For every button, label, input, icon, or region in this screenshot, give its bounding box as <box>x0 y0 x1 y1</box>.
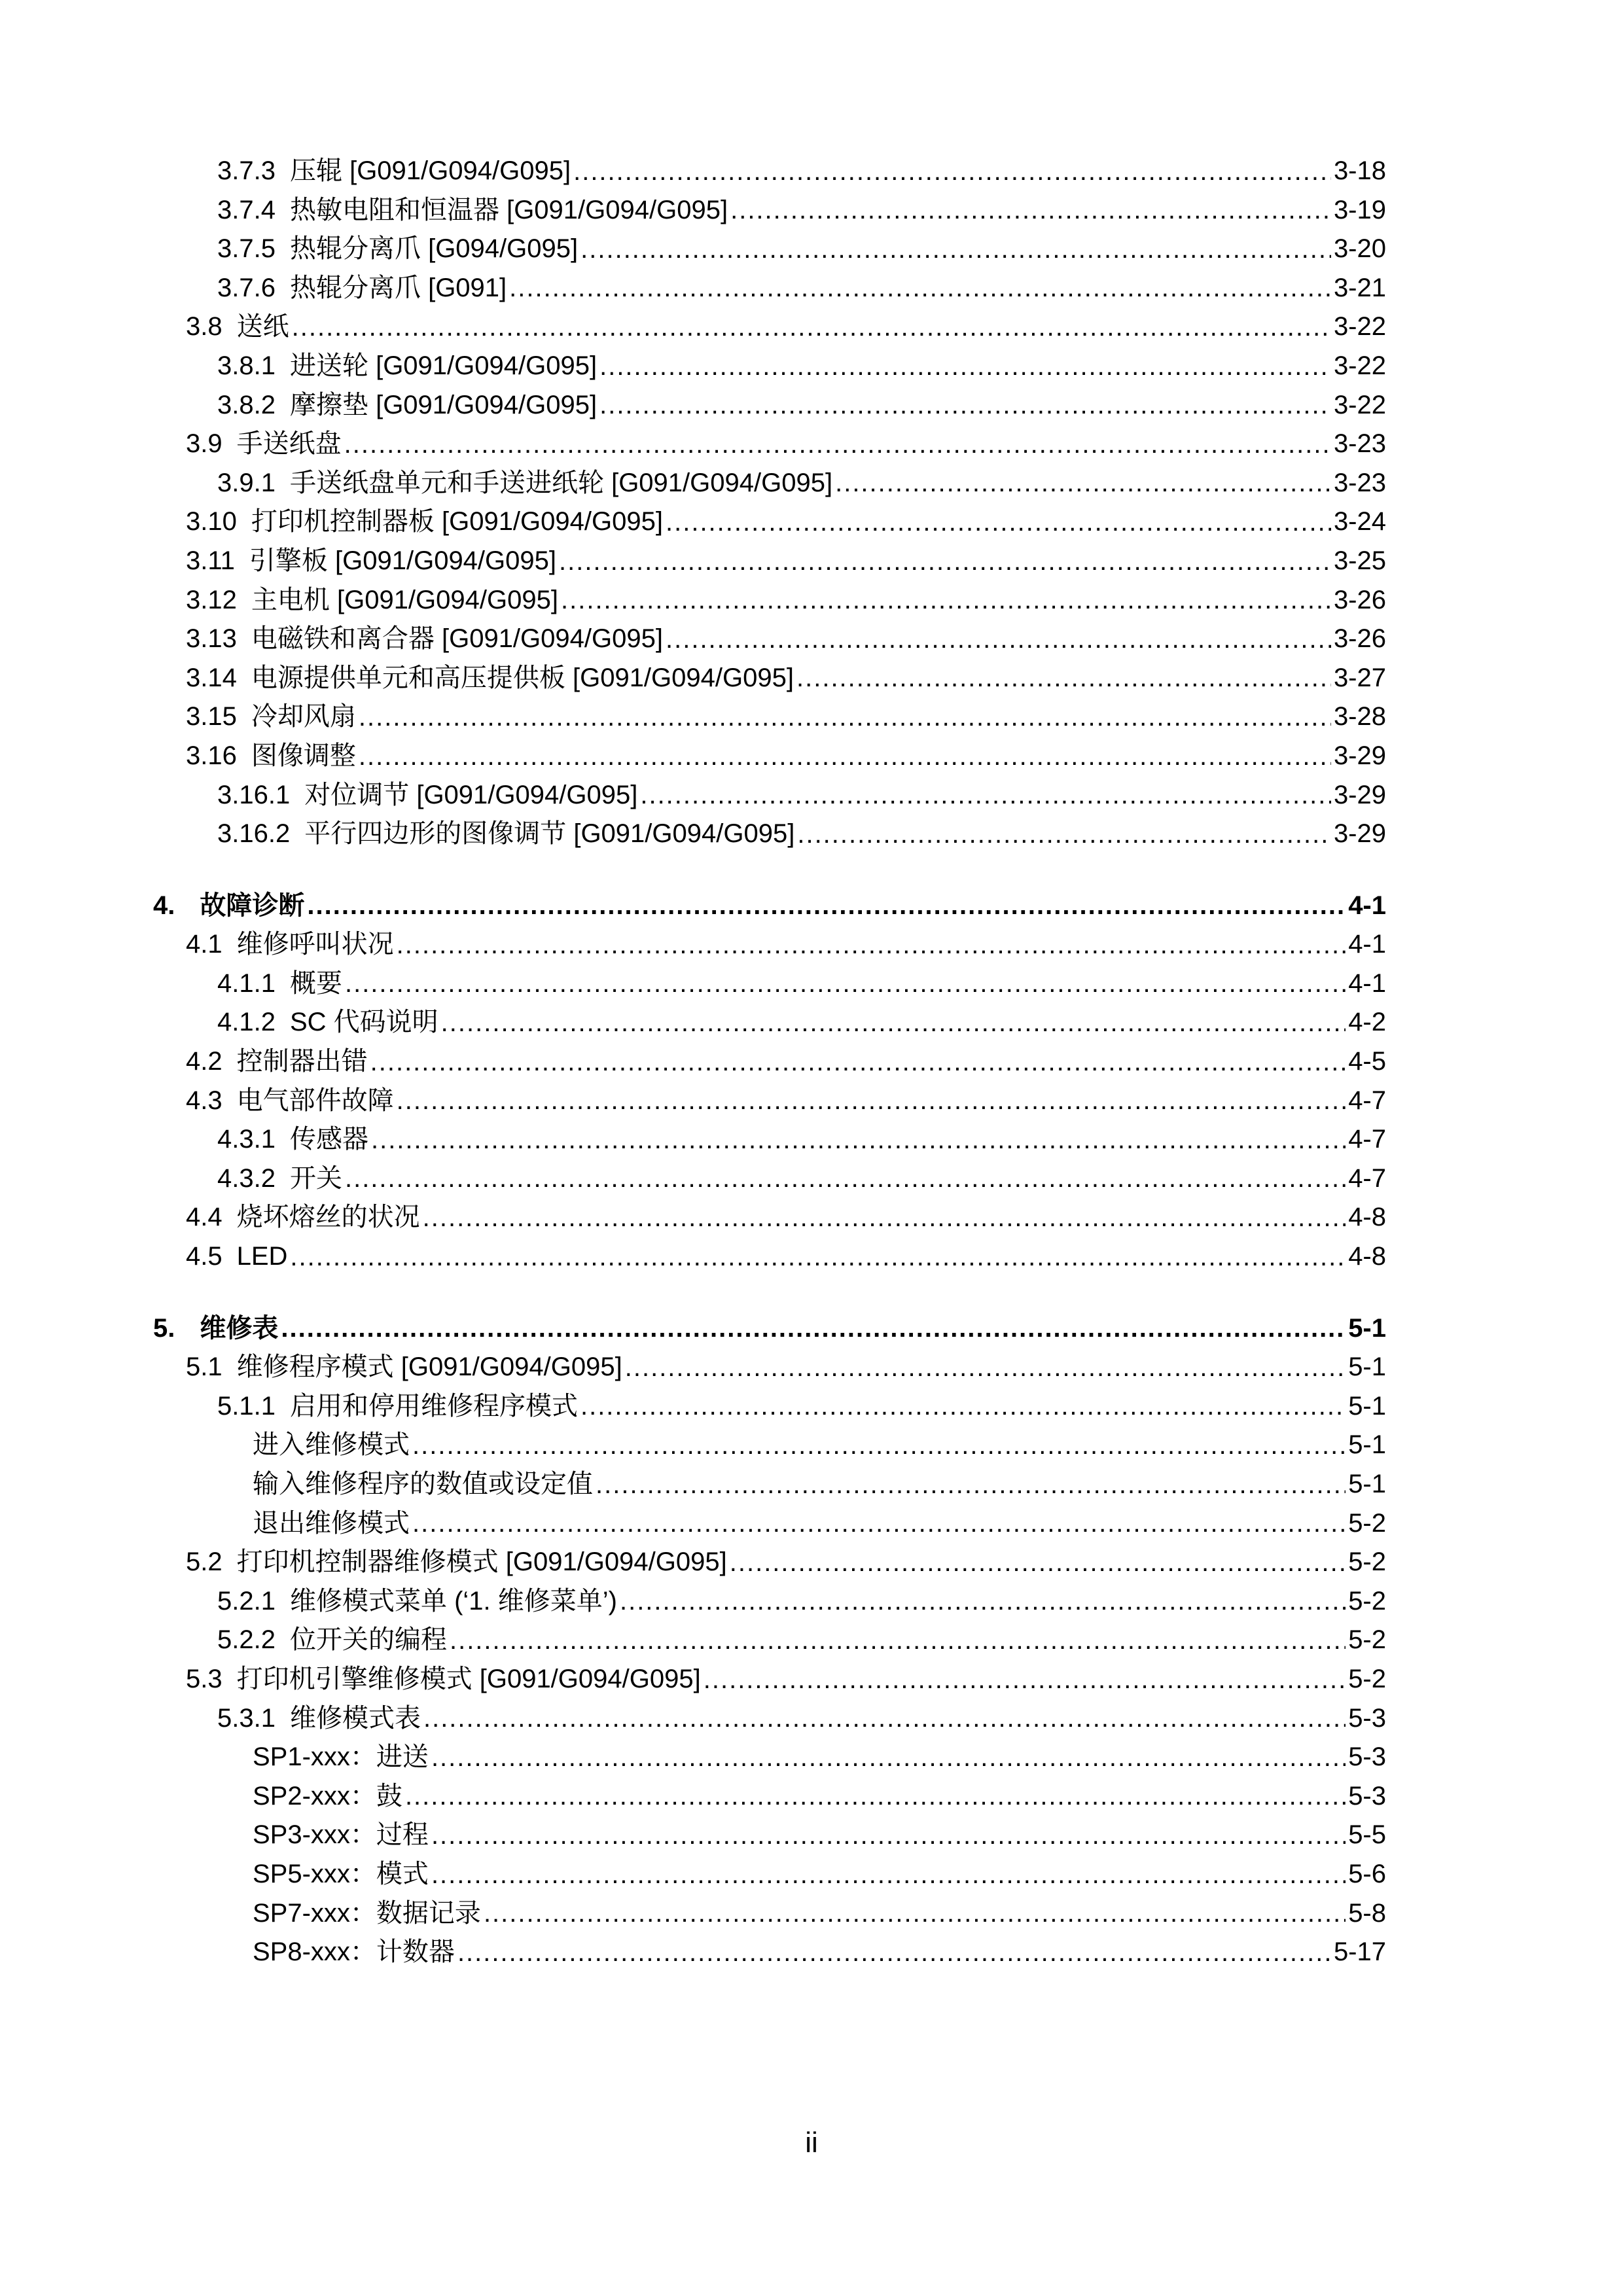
toc-entry[interactable] <box>153 1816 1386 1855</box>
toc-dot-leader <box>457 1941 1331 1972</box>
toc-entry-number: 3.7.6 <box>217 273 276 302</box>
toc-entry[interactable] <box>153 1120 1386 1159</box>
toc-entry-title: SP3-xxx：过程 <box>253 1820 429 1850</box>
toc-entry-page: 3-22 <box>1333 390 1386 419</box>
toc-entry[interactable] <box>153 1504 1386 1544</box>
toc-entry[interactable] <box>153 1198 1386 1237</box>
toc-entry-number: 3.7.4 <box>217 195 276 224</box>
toc-dot-leader <box>290 1245 1346 1277</box>
toc-entry-number: 4.4 <box>186 1203 223 1232</box>
toc-entry-number: 4.2 <box>186 1047 223 1076</box>
table-of-contents <box>153 152 1386 1972</box>
toc-entry-page: 4-8 <box>1348 1242 1386 1271</box>
toc-entry[interactable] <box>153 503 1386 542</box>
toc-dot-leader <box>599 393 1331 425</box>
toc-entry-title: 维修模式表 <box>289 1703 421 1733</box>
toc-entry[interactable] <box>153 1699 1386 1739</box>
toc-entry-page: 4-7 <box>1348 1086 1386 1115</box>
toc-entry-page: 5-2 <box>1348 1508 1386 1538</box>
toc-entry-page: 3-23 <box>1333 468 1386 497</box>
toc-dot-leader <box>431 1746 1346 1777</box>
toc-entry-page: 5-2 <box>1348 1664 1386 1693</box>
toc-entry-page: 3-22 <box>1333 312 1386 342</box>
toc-dot-leader <box>509 276 1331 308</box>
toc-entry[interactable] <box>153 698 1386 737</box>
toc-entry[interactable] <box>153 152 1386 191</box>
toc-entry-page: 4-1 <box>1348 968 1386 998</box>
toc-entry[interactable] <box>153 1621 1386 1660</box>
toc-entry[interactable] <box>153 1237 1386 1277</box>
toc-dot-leader <box>371 1128 1346 1159</box>
toc-entry-title: 退出维修模式 <box>253 1508 410 1538</box>
toc-dot-leader <box>344 433 1331 464</box>
toc-entry-title: 对位调节 [G091/G094/G095] <box>304 780 638 809</box>
toc-entry-page: 5-3 <box>1348 1781 1386 1810</box>
toc-dot-leader <box>405 1784 1346 1816</box>
toc-entry-title: 电磁铁和离合器 [G091/G094/G095] <box>251 624 663 654</box>
toc-entry-title: 打印机引擎维修模式 [G091/G094/G095] <box>236 1664 701 1693</box>
toc-entry[interactable] <box>153 386 1386 425</box>
toc-dot-leader <box>359 705 1331 737</box>
toc-dot-leader <box>441 1011 1346 1042</box>
toc-dot-leader <box>345 972 1346 1003</box>
toc-entry-number: 3.10 <box>186 507 237 537</box>
toc-entry[interactable] <box>153 1042 1386 1082</box>
toc-entry-number: 4. <box>153 891 175 920</box>
toc-dot-leader <box>370 1050 1346 1082</box>
toc-entry-page: 3-26 <box>1333 624 1386 654</box>
toc-entry-title: 维修程序模式 [G091/G094/G095] <box>236 1352 622 1382</box>
toc-chapter-entry[interactable] <box>153 1309 1386 1349</box>
toc-entry-page: 5-8 <box>1348 1898 1386 1928</box>
toc-entry-number: 3.9.1 <box>217 468 276 497</box>
toc-dot-leader <box>431 1824 1346 1855</box>
toc-entry-number: 4.1.2 <box>217 1008 276 1037</box>
toc-dot-leader <box>397 933 1346 964</box>
toc-dot-leader <box>412 1434 1346 1465</box>
toc-entry[interactable] <box>153 230 1386 269</box>
toc-entry-number: 3.8.1 <box>217 351 276 380</box>
toc-entry-title: 维修模式菜单 (‘1. 维修菜单’) <box>289 1586 617 1616</box>
toc-entry[interactable] <box>153 1582 1386 1621</box>
toc-entry-title: 热辊分离爪 [G094/G095] <box>289 234 579 264</box>
toc-entry[interactable] <box>153 815 1386 854</box>
toc-entry-title: 打印机控制器维修模式 [G091/G094/G095] <box>236 1547 727 1577</box>
toc-entry-number: 4.3.2 <box>217 1163 276 1193</box>
toc-entry-title: 维修表 <box>200 1313 279 1343</box>
toc-entry[interactable] <box>153 1348 1386 1387</box>
toc-entry-page: 3-20 <box>1333 234 1386 264</box>
toc-entry-page: 3-19 <box>1333 195 1386 224</box>
toc-entry-page: 5-2 <box>1348 1586 1386 1616</box>
toc-entry-title: 电源提供单元和高压提供板 [G091/G094/G095] <box>251 663 794 692</box>
toc-entry-page: 4-7 <box>1348 1125 1386 1154</box>
toc-entry[interactable] <box>153 191 1386 230</box>
toc-entry-number: 5.2.2 <box>217 1625 276 1655</box>
toc-entry[interactable] <box>153 776 1386 815</box>
toc-entry-title: 手送纸盘 <box>236 429 342 459</box>
toc-entry-number: 5.1 <box>186 1352 223 1382</box>
toc-entry-page: 4-5 <box>1348 1047 1386 1076</box>
toc-entry-number: 3.16.2 <box>217 819 291 849</box>
toc-entry-page: 5-3 <box>1348 1742 1386 1772</box>
toc-entry-number: 3.14 <box>186 663 237 692</box>
toc-chapter-entry[interactable] <box>153 887 1386 926</box>
toc-entry-page: 5-1 <box>1348 1313 1386 1343</box>
toc-entry-number: 5.2 <box>186 1547 223 1577</box>
toc-entry-page: 5-1 <box>1348 1391 1386 1421</box>
toc-dot-leader <box>625 1356 1346 1387</box>
toc-entry[interactable] <box>153 1738 1386 1777</box>
toc-entry-title: 位开关的编程 <box>289 1625 447 1655</box>
toc-entry-page: 5-17 <box>1333 1937 1386 1967</box>
toc-entry-title: 故障诊断 <box>200 891 305 920</box>
toc-entry-page: 3-24 <box>1333 507 1386 537</box>
toc-dot-leader <box>431 1863 1346 1894</box>
toc-dot-leader <box>640 783 1331 815</box>
toc-entry-page: 5-5 <box>1348 1820 1386 1850</box>
toc-entry-number: 5.3 <box>186 1664 223 1693</box>
toc-entry-page: 3-21 <box>1333 273 1386 302</box>
toc-entry-number: 3.8.2 <box>217 390 276 419</box>
toc-dot-leader <box>397 1089 1346 1120</box>
toc-dot-leader <box>450 1629 1346 1660</box>
toc-entry-title: 输入维修程序的数值或设定值 <box>253 1470 593 1498</box>
toc-entry-title: 平行四边形的图像调节 [G091/G094/G095] <box>304 819 795 849</box>
toc-entry-page: 5-3 <box>1348 1703 1386 1733</box>
toc-dot-leader <box>559 550 1331 581</box>
toc-dot-leader <box>835 471 1331 503</box>
toc-dot-leader <box>307 894 1346 925</box>
toc-entry-page: 4-1 <box>1348 930 1386 959</box>
page-number: ii <box>805 2127 818 2159</box>
toc-entry-title: 送纸 <box>236 312 289 342</box>
toc-entry-number: 4.1 <box>186 930 223 959</box>
toc-dot-leader <box>580 1394 1346 1426</box>
toc-entry-title: 冷却风扇 <box>251 702 356 732</box>
toc-entry[interactable] <box>153 1777 1386 1816</box>
toc-entry[interactable] <box>153 1933 1386 1972</box>
toc-dot-leader <box>412 1511 1346 1543</box>
toc-entry[interactable] <box>153 269 1386 308</box>
toc-entry[interactable] <box>153 620 1386 659</box>
toc-dot-leader <box>797 822 1331 854</box>
toc-entry-title: 启用和停用维修程序模式 <box>289 1391 578 1421</box>
toc-entry-title: LED <box>236 1242 288 1271</box>
toc-dot-leader <box>666 510 1331 542</box>
toc-dot-leader <box>599 355 1331 386</box>
toc-entry-page: 3-26 <box>1333 585 1386 614</box>
toc-dot-leader <box>596 1473 1346 1504</box>
toc-entry[interactable] <box>153 1159 1386 1199</box>
toc-entry-page: 3-23 <box>1333 429 1386 459</box>
toc-entry[interactable] <box>153 347 1386 386</box>
toc-entry[interactable] <box>153 737 1386 776</box>
toc-entry-page: 5-1 <box>1348 1352 1386 1382</box>
toc-entry-title: SC 代码说明 <box>289 1008 438 1037</box>
toc-entry-page: 5-2 <box>1348 1547 1386 1577</box>
toc-entry-number: 4.5 <box>186 1242 223 1271</box>
toc-entry-title: 手送纸盘单元和手送进纸轮 [G091/G094/G095] <box>289 468 833 497</box>
toc-entry-page: 3-27 <box>1333 663 1386 692</box>
toc-entry-number: 3.11 <box>186 546 235 575</box>
toc-entry-title: 压辊 [G091/G094/G095] <box>289 156 571 185</box>
toc-entry-page: 3-29 <box>1333 819 1386 849</box>
toc-dot-leader <box>359 745 1331 776</box>
toc-entry-number: 3.9 <box>186 429 223 459</box>
toc-dot-leader <box>423 1206 1346 1237</box>
toc-entry-title: SP7-xxx：数据记录 <box>253 1898 481 1928</box>
toc-entry-title: 引擎板 [G091/G094/G095] <box>249 546 557 575</box>
toc-dot-leader <box>281 1316 1346 1348</box>
toc-entry-number: 5.1.1 <box>217 1391 276 1421</box>
toc-entry-title: 维修呼叫状况 <box>236 930 394 959</box>
toc-entry-title: 热辊分离爪 [G091] <box>289 273 507 302</box>
toc-dot-leader <box>580 238 1331 269</box>
toc-dot-leader <box>620 1589 1346 1621</box>
toc-entry-title: SP8-xxx：计数器 <box>253 1937 455 1967</box>
toc-entry-page: 5-2 <box>1348 1625 1386 1655</box>
toc-dot-leader <box>345 1167 1346 1198</box>
toc-entry[interactable] <box>153 1543 1386 1582</box>
toc-entry-number: 4.1.1 <box>217 968 276 998</box>
toc-entry-title: 摩擦垫 [G091/G094/G095] <box>289 390 597 419</box>
toc-entry-title: 概要 <box>289 968 342 998</box>
toc-entry-page: 5-1 <box>1348 1430 1386 1460</box>
toc-entry[interactable] <box>153 964 1386 1004</box>
toc-entry-title: SP2-xxx：鼓 <box>253 1781 402 1810</box>
toc-entry[interactable] <box>153 464 1386 503</box>
toc-entry-page: 3-22 <box>1333 351 1386 380</box>
toc-entry[interactable] <box>153 1855 1386 1894</box>
toc-entry[interactable] <box>153 1082 1386 1121</box>
toc-entry-title: 热敏电阻和恒温器 [G091/G094/G095] <box>289 195 728 224</box>
toc-entry-number: 3.16.1 <box>217 780 291 809</box>
toc-entry-title: SP1-xxx：进送 <box>253 1742 429 1772</box>
toc-entry-number: 3.13 <box>186 624 237 654</box>
toc-dot-leader <box>573 160 1331 191</box>
toc-entry-number: 5. <box>153 1313 175 1343</box>
toc-entry-page: 3-29 <box>1333 741 1386 770</box>
toc-entry-title: 打印机控制器板 [G091/G094/G095] <box>251 507 663 537</box>
toc-entry-number: 3.16 <box>186 741 237 770</box>
toc-dot-leader <box>666 627 1331 659</box>
toc-entry-page: 5-6 <box>1348 1859 1386 1888</box>
toc-entry[interactable] <box>153 1894 1386 1934</box>
toc-entry-title: 传感器 <box>289 1125 368 1154</box>
toc-entry-title: SP5-xxx：模式 <box>253 1859 429 1888</box>
toc-entry-page: 4-2 <box>1348 1008 1386 1037</box>
toc-entry-title: 主电机 [G091/G094/G095] <box>251 585 558 614</box>
toc-entry-number: 3.7.3 <box>217 156 276 185</box>
toc-entry-number: 5.3.1 <box>217 1703 276 1733</box>
toc-entry-page: 3-29 <box>1333 780 1386 809</box>
toc-entry-page: 5-1 <box>1348 1470 1386 1498</box>
toc-entry-page: 4-7 <box>1348 1163 1386 1193</box>
toc-entry-page: 4-8 <box>1348 1203 1386 1232</box>
toc-entry-title: 图像调整 <box>251 741 356 770</box>
toc-entry[interactable] <box>153 1426 1386 1465</box>
toc-entry-title: 进入维修模式 <box>253 1430 410 1460</box>
toc-entry-number: 5.2.1 <box>217 1586 276 1616</box>
toc-dot-leader <box>730 1551 1346 1582</box>
toc-entry[interactable] <box>153 1465 1386 1504</box>
toc-entry-page: 3-25 <box>1333 546 1386 575</box>
toc-entry-number: 3.8 <box>186 312 223 342</box>
toc-entry[interactable] <box>153 925 1386 964</box>
toc-entry[interactable] <box>153 1660 1386 1699</box>
toc-dot-leader <box>730 198 1331 230</box>
toc-entry[interactable] <box>153 308 1386 347</box>
toc-entry-title: 进送轮 [G091/G094/G095] <box>289 351 597 380</box>
toc-dot-leader <box>796 666 1331 698</box>
toc-entry-number: 4.3.1 <box>217 1125 276 1154</box>
toc-entry[interactable] <box>153 581 1386 620</box>
toc-entry-number: 3.15 <box>186 702 237 732</box>
toc-entry-page: 3-18 <box>1333 156 1386 185</box>
toc-entry[interactable] <box>153 1003 1386 1042</box>
toc-dot-leader <box>423 1706 1346 1738</box>
toc-entry-title: 电气部件故障 <box>236 1086 394 1115</box>
toc-entry-title: 控制器出错 <box>236 1047 368 1076</box>
toc-entry-title: 开关 <box>289 1163 342 1193</box>
toc-entry[interactable] <box>153 659 1386 698</box>
toc-dot-leader <box>484 1901 1346 1933</box>
toc-dot-leader <box>704 1668 1346 1699</box>
toc-entry[interactable] <box>153 425 1386 464</box>
toc-entry-page: 4-1 <box>1348 891 1386 920</box>
toc-entry-number: 4.3 <box>186 1086 223 1115</box>
toc-entry-number: 3.12 <box>186 585 237 614</box>
toc-entry[interactable] <box>153 1387 1386 1426</box>
toc-entry[interactable] <box>153 542 1386 581</box>
toc-dot-leader <box>292 315 1331 347</box>
toc-entry-page: 3-28 <box>1333 702 1386 732</box>
toc-entry-number: 3.7.5 <box>217 234 276 264</box>
toc-entry-title: 烧坏熔丝的状况 <box>236 1203 420 1232</box>
toc-dot-leader <box>561 588 1331 620</box>
